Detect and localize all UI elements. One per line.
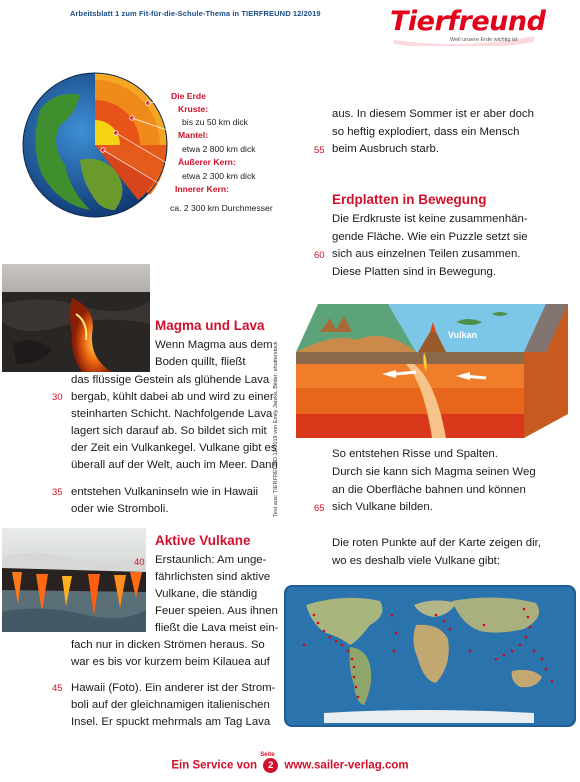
layer-crust-value: bis zu 50 km dick xyxy=(182,117,248,127)
earth-diagram-title: Die Erde xyxy=(171,91,206,101)
layer-crust-label: Kruste: xyxy=(178,104,209,114)
line-number-35: 35 xyxy=(52,487,63,498)
world-volcano-map xyxy=(284,585,576,727)
tierfreund-logo xyxy=(390,6,546,46)
footer-prefix: Ein Service von xyxy=(171,759,258,772)
page-number-badge xyxy=(260,752,278,773)
page-number: 2 xyxy=(268,760,274,771)
plate-tectonics-diagram xyxy=(296,292,568,438)
cracks-line-2: Durch sie kann sich Magma seinen Weg xyxy=(332,466,536,478)
logo-tagline: Weil unsere Erde wichtig ist xyxy=(450,37,518,43)
active-line-2: fährlichsten sind aktive xyxy=(155,571,271,583)
worksheet-header-line: Arbeitsblatt 1 zum Fit-für-die-Schule-Thema in TIERFREUND 12/2019 xyxy=(70,9,321,18)
plates-line-3: sich aus einzelnen Teilen zusammen. xyxy=(332,248,521,260)
magma-line-6: lagert sich darauf ab. So bildet sich mit xyxy=(71,425,267,437)
heading-erdplatten: Erdplatten in Bewegung xyxy=(332,192,487,207)
active-line-1: Erstaunlich: Am unge- xyxy=(155,554,267,566)
layer-inner-core-label: Innerer Kern: xyxy=(175,184,229,194)
cracks-line-1: So entstehen Risse und Spalten. xyxy=(332,448,498,460)
intro-line-1: aus. In diesem Sommer ist er aber doch xyxy=(332,108,534,120)
heading-magma-und-lava: Magma und Lava xyxy=(155,318,265,333)
line-number-65: 65 xyxy=(314,503,325,514)
layer-inner-core-value: ca. 2 300 km Durchmesser xyxy=(170,203,273,213)
magma-line-10: oder wie Stromboli. xyxy=(71,503,169,515)
intro-line-3: beim Ausbruch starb. xyxy=(332,143,439,155)
cracks-line-3: an die Oberfläche bahnen und können xyxy=(332,484,526,496)
magma-line-9: entstehen Vulkaninseln wie in Hawaii xyxy=(71,486,258,498)
layer-mantle-label: Mantel: xyxy=(178,130,209,140)
diagram-volcano-label: Vulkan xyxy=(448,330,478,340)
earth-cross-section-illustration xyxy=(20,70,170,220)
photo-credit-text: Text aus: TIERFREUND 12/2019 von Emily Jatzke, Bilder: shutterstock xyxy=(273,341,279,517)
lava-flow-photo xyxy=(2,264,150,372)
line-number-55: 55 xyxy=(314,145,325,156)
magma-line-7: der Zeit ein Vulkankegel. Vulkane gibt es xyxy=(71,442,277,454)
layer-outer-core-label: Äußerer Kern: xyxy=(178,157,236,167)
layer-mantle-value: etwa 2 800 km dick xyxy=(182,144,256,154)
active-line-10: Insel. Er spuckt mehrmals am Tag Lava xyxy=(71,716,271,728)
active-line-6: fach nur in dicken Strömen heraus. So xyxy=(71,639,265,651)
magma-line-2: Boden quillt, fließt xyxy=(155,356,246,368)
line-number-40: 40 xyxy=(134,557,145,568)
magma-line-3: das flüssige Gestein als glühende Lava xyxy=(71,374,270,386)
magma-line-5: steinharten Schicht. Nachfolgende Lava xyxy=(71,408,273,420)
plates-line-1: Die Erdkruste ist keine zusammenhän- xyxy=(332,213,528,225)
line-number-45: 45 xyxy=(52,683,63,694)
layer-outer-core-value: etwa 2 300 km dick xyxy=(182,171,256,181)
line-number-60: 60 xyxy=(314,250,325,261)
footer xyxy=(0,752,580,773)
heading-aktive-vulkane: Aktive Vulkane xyxy=(155,533,251,548)
cracks-line-4: sich Vulkane bilden. xyxy=(332,501,433,513)
active-line-5: fließt die Lava meist ein- xyxy=(155,622,279,634)
publisher-url-link[interactable]: www.sailer-verlag.com xyxy=(284,759,409,772)
lava-into-sea-photo xyxy=(2,528,146,632)
plates-line-2: gende Fläche. Wie ein Puzzle setzt sie xyxy=(332,231,528,243)
map-intro-line-2: wo es deshalb viele Vulkane gibt: xyxy=(332,555,501,567)
active-line-3: Vulkane, die ständig xyxy=(155,588,258,600)
logo-wordmark: Tierfreund xyxy=(390,6,546,37)
active-line-7: war es bis vor kurzem beim Kilauea auf xyxy=(71,656,270,668)
magma-line-1: Wenn Magma aus dem xyxy=(155,339,273,351)
magma-line-4: bergab, kühlt dabei ab und wird zu einer xyxy=(71,391,274,403)
active-line-4: Feuer speien. Aus ihnen xyxy=(155,605,278,617)
map-intro-line-1: Die roten Punkte auf der Karte zeigen dir, xyxy=(332,537,541,549)
page-badge-label: Seite xyxy=(260,752,275,758)
plates-line-4: Diese Platten sind in Bewegung. xyxy=(332,266,497,278)
active-line-9: boli auf der gleichnamigen italienischen xyxy=(71,699,270,711)
active-line-8: Hawaii (Foto). Ein anderer ist der Strom- xyxy=(71,682,276,694)
line-number-30: 30 xyxy=(52,392,63,403)
magma-line-8: überall auf der Welt, auch im Meer. Dann xyxy=(71,459,278,471)
intro-line-2: so heftig explodiert, dass ein Mensch xyxy=(332,126,520,138)
